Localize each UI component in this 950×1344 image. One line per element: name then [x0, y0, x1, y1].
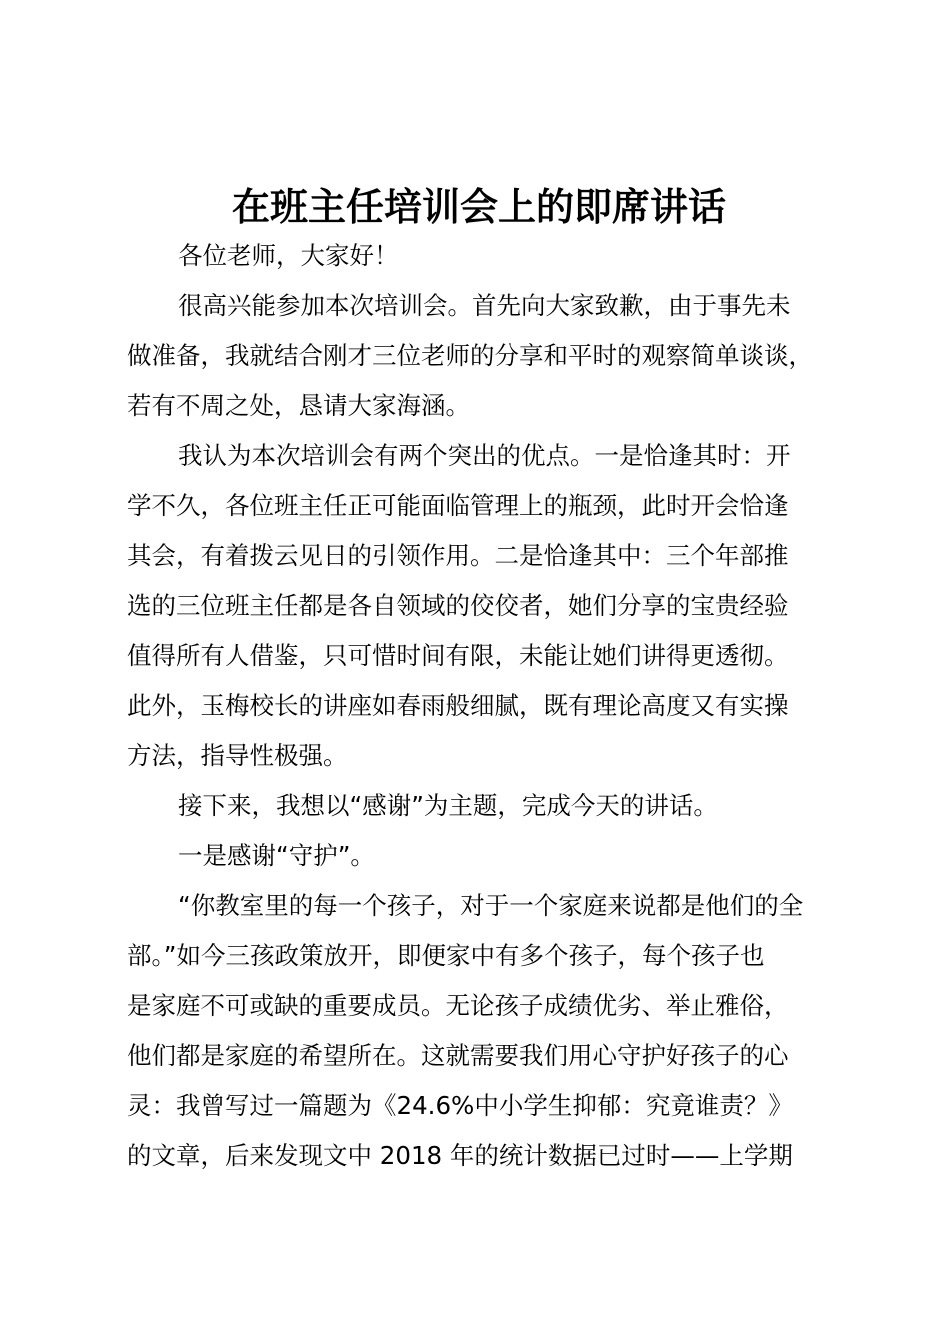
text-line: 学不久，各位班主任正可能面临管理上的瓶颈，此时开会恰逢 [127, 491, 789, 520]
text-line: 其会，有着拨云见日的引领作用。二是恰逢其中：三个年部推 [127, 541, 789, 570]
text-line: 我认为本次培训会有两个突出的优点。一是恰逢其时：开 [178, 441, 791, 470]
text-line: 值得所有人借鉴，只可惜时间有限，未能让她们讲得更透彻。 [127, 641, 789, 670]
text-line: 此外，玉梅校长的讲座如春雨般细腻，既有理论高度又有实操 [127, 691, 789, 720]
document-title: 在班主任培训会上的即席讲话 [231, 184, 726, 229]
text-line: 的文章，后来发现文中 2018 年的统计数据已过时——上学期 [127, 1141, 793, 1170]
text-line: “你教室里的每一个孩子，对于一个家庭来说都是他们的全 [178, 891, 804, 920]
text-line: 接下来，我想以“感谢”为主题，完成今天的讲话。 [178, 791, 718, 820]
text-line: 选的三位班主任都是各自领域的佼佼者，她们分享的宝贵经验 [127, 591, 789, 620]
text-line: 方法，指导性极强。 [127, 741, 348, 770]
text-line: 灵：我曾写过一篇题为《24.6%中小学生抑郁：究竟谁责？》 [127, 1091, 793, 1120]
text-line: 很高兴能参加本次培训会。首先向大家致歉，由于事先未 [178, 291, 791, 320]
text-line: 他们都是家庭的希望所在。这就需要我们用心守护好孩子的心 [127, 1041, 789, 1070]
document-body [127, 231, 847, 1181]
text-line: 一是感谢“守护”。 [178, 841, 375, 870]
text-line: 各位老师，大家好！ [178, 241, 399, 270]
text-line: 是家庭不可或缺的重要成员。无论孩子成绩优劣、举止雅俗， [127, 991, 789, 1020]
text-line: 若有不周之处，恳请大家海涵。 [127, 391, 470, 420]
text-line: 部。”如今三孩政策放开，即便家中有多个孩子，每个孩子也 [127, 941, 765, 970]
text-line: 做准备，我就结合刚才三位老师的分享和平时的观察简单谈谈， [127, 341, 813, 370]
